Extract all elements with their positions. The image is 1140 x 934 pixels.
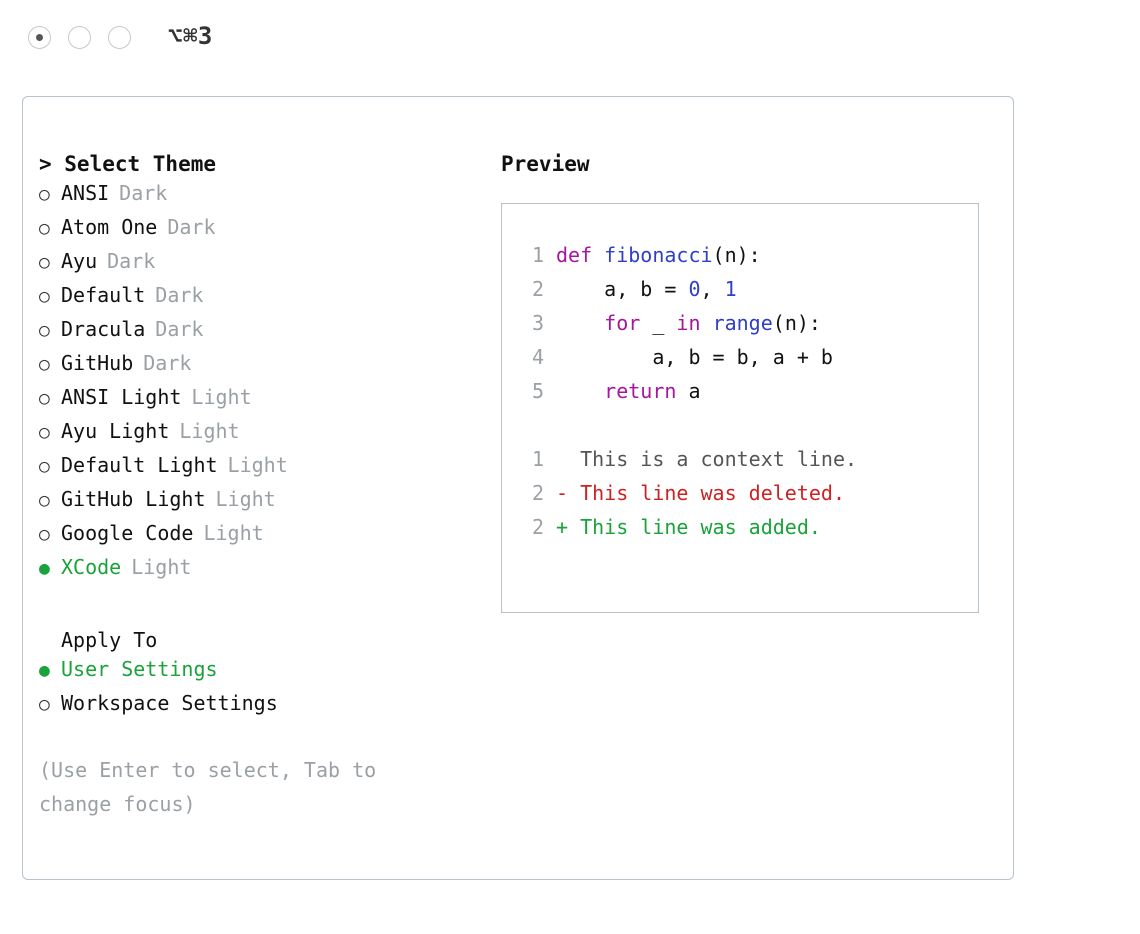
theme-name-label: XCode (61, 555, 122, 579)
code-token (556, 311, 604, 335)
theme-list-item[interactable] (39, 385, 479, 419)
apply-to-list-item[interactable] (39, 691, 479, 725)
code-token: def (556, 243, 605, 267)
line-number: 1 (531, 243, 544, 267)
code-token: a, b = b, a + b (556, 345, 833, 369)
radio-unselected-icon[interactable]: ○ (39, 524, 50, 545)
preview-heading: Preview (501, 152, 590, 176)
line-number: 2 (531, 481, 544, 505)
theme-variant-label: Dark (143, 351, 192, 375)
theme-name-label: Atom One (61, 215, 158, 239)
theme-list-item[interactable] (39, 249, 479, 283)
radio-selected-icon[interactable]: ● (39, 558, 50, 579)
preview-column (501, 147, 1001, 613)
apply-to-list[interactable] (39, 657, 479, 725)
theme-list-item[interactable] (39, 453, 479, 487)
main-panel (22, 96, 1014, 880)
preview-box (501, 203, 979, 613)
apply-to-list-item[interactable] (39, 657, 479, 691)
title-bar (0, 0, 1140, 78)
code-token: return (604, 379, 677, 403)
theme-name-label: Google Code (61, 521, 194, 545)
diff-text: - This line was deleted. (556, 481, 845, 505)
diff-text: + This line was added. (556, 515, 821, 539)
radio-unselected-icon[interactable]: ○ (39, 422, 50, 443)
code-text (556, 306, 821, 340)
theme-list[interactable] (39, 181, 479, 589)
code-diff-gap (502, 408, 978, 442)
code-token: for (604, 311, 641, 335)
theme-variant-label: Light (131, 555, 192, 579)
keyboard-shortcut-label: ⌥⌘3 (168, 22, 213, 50)
theme-variant-label: Light (191, 385, 252, 409)
radio-unselected-icon[interactable]: ○ (39, 456, 50, 477)
theme-list-item[interactable] (39, 181, 479, 215)
theme-name-label: Default (61, 283, 146, 307)
diff-line (502, 476, 978, 510)
apply-to-label: User Settings (61, 657, 218, 681)
radio-unselected-icon[interactable]: ○ (39, 354, 50, 375)
code-token: , (700, 277, 725, 301)
theme-list-item[interactable] (39, 351, 479, 385)
radio-unselected-icon[interactable]: ○ (39, 490, 50, 511)
line-number: 3 (531, 311, 544, 335)
radio-unselected-icon[interactable]: ○ (39, 286, 50, 307)
diff-line (502, 442, 978, 476)
window-dot-2-icon[interactable] (68, 26, 91, 49)
code-token: (n): (712, 243, 761, 267)
radio-unselected-icon[interactable]: ○ (39, 320, 50, 341)
window-controls[interactable] (28, 26, 131, 49)
theme-variant-label: Light (203, 521, 264, 545)
select-theme-heading: > Select Theme (39, 152, 217, 176)
line-number: 2 (531, 277, 544, 301)
code-line (502, 272, 978, 306)
code-token (701, 311, 713, 335)
radio-unselected-icon[interactable]: ○ (39, 388, 50, 409)
code-token: 0 (688, 277, 701, 301)
apply-to-heading: Apply To (61, 628, 158, 652)
theme-list-item[interactable] (39, 487, 479, 521)
line-number: 5 (531, 379, 544, 403)
theme-list-item[interactable] (39, 419, 479, 453)
theme-name-label: Dracula (61, 317, 146, 341)
line-number: 1 (531, 447, 544, 471)
theme-name-label: GitHub (61, 351, 134, 375)
code-token: range (712, 311, 773, 335)
diff-sample (502, 442, 978, 544)
keyboard-hint-text: (Use Enter to select, Tab to change focus) (39, 758, 389, 816)
theme-variant-label: Light (179, 419, 240, 443)
diff-text: This is a context line. (556, 447, 858, 471)
radio-unselected-icon[interactable]: ○ (39, 252, 50, 273)
list-spacer (39, 589, 479, 623)
theme-variant-label: Dark (155, 317, 204, 341)
theme-name-label: Default Light (61, 453, 218, 477)
code-token: (n): (772, 311, 821, 335)
radio-unselected-icon[interactable]: ○ (39, 218, 50, 239)
code-token (556, 379, 604, 403)
code-line (502, 374, 978, 408)
theme-name-label: ANSI Light (61, 385, 182, 409)
apply-to-label: Workspace Settings (61, 691, 278, 715)
radio-selected-icon[interactable]: ● (39, 660, 50, 681)
code-text (556, 272, 737, 306)
code-token: _ (640, 311, 677, 335)
theme-variant-label: Dark (155, 283, 204, 307)
code-text (556, 374, 701, 408)
theme-list-item[interactable] (39, 521, 479, 555)
line-number: 2 (531, 515, 544, 539)
theme-variant-label: Dark (119, 181, 168, 205)
window-dot-3-icon[interactable] (108, 26, 131, 49)
line-number: 4 (531, 345, 544, 369)
code-token: a (676, 379, 701, 403)
diff-line (502, 510, 978, 544)
theme-list-item[interactable] (39, 317, 479, 351)
theme-variant-label: Dark (167, 215, 216, 239)
code-token: 1 (724, 277, 737, 301)
theme-variant-label: Light (227, 453, 288, 477)
theme-list-item[interactable] (39, 555, 479, 589)
code-sample (502, 238, 978, 408)
theme-selection-column (39, 147, 479, 821)
code-text (556, 340, 833, 374)
code-line (502, 306, 978, 340)
theme-variant-label: Dark (107, 249, 156, 273)
theme-name-label: GitHub Light (61, 487, 206, 511)
window-dot-1-icon[interactable] (28, 26, 51, 49)
code-token: a, b = (556, 277, 689, 301)
theme-list-item[interactable] (39, 215, 479, 249)
code-token: in (676, 311, 701, 335)
theme-list-item[interactable] (39, 283, 479, 317)
radio-unselected-icon[interactable]: ○ (39, 694, 50, 715)
theme-name-label: Ayu (61, 249, 98, 273)
code-line (502, 238, 978, 272)
theme-variant-label: Light (215, 487, 276, 511)
radio-unselected-icon[interactable]: ○ (39, 184, 50, 205)
code-text (556, 238, 761, 272)
code-token: fibonacci (604, 243, 713, 267)
theme-name-label: ANSI (61, 181, 110, 205)
theme-name-label: Ayu Light (61, 419, 170, 443)
code-line (502, 340, 978, 374)
